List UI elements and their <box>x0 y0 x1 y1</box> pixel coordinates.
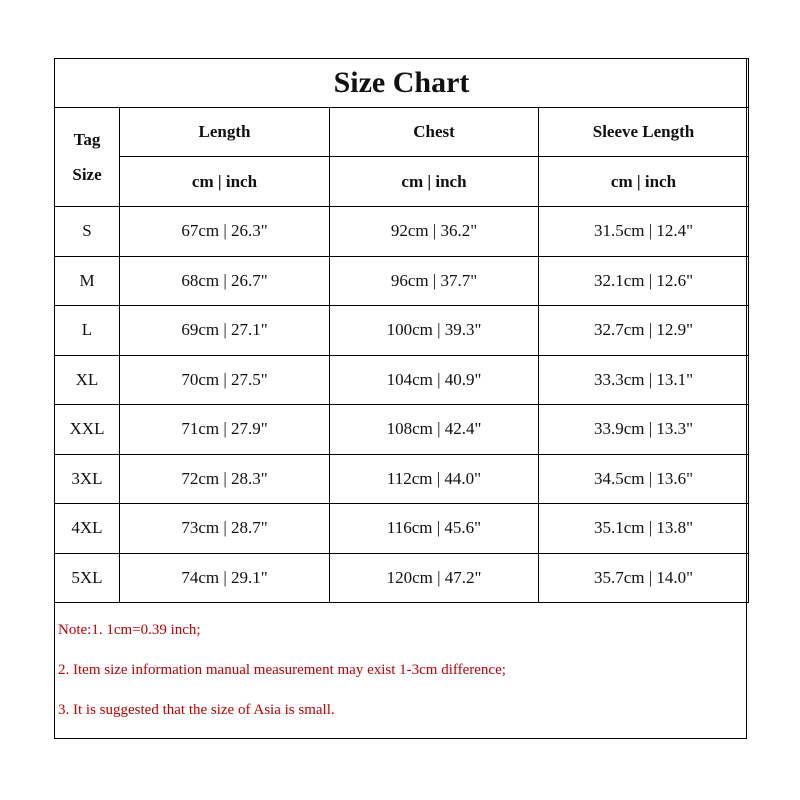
tag-size-header-line2: Size <box>72 165 102 184</box>
sleeve-length-header: Sleeve Length <box>539 108 749 157</box>
size-cell: 5XL <box>55 553 120 603</box>
chest-cell: 104cm | 40.9" <box>330 355 539 405</box>
length-cell: 74cm | 29.1" <box>120 553 330 603</box>
table-row <box>55 256 749 306</box>
sleeve-cell: 33.9cm | 13.3" <box>539 405 749 455</box>
sleeve-cell: 35.7cm | 14.0" <box>539 553 749 603</box>
chest-header: Chest <box>330 108 539 157</box>
table-row <box>55 355 749 405</box>
sleeve-cell: 33.3cm | 13.1" <box>539 355 749 405</box>
chest-cell: 116cm | 45.6" <box>330 504 539 554</box>
size-cell: 4XL <box>55 504 120 554</box>
length-cell: 72cm | 28.3" <box>120 454 330 504</box>
table-row <box>55 504 749 554</box>
sleeve-cell: 31.5cm | 12.4" <box>539 207 749 257</box>
length-cell: 67cm | 26.3" <box>120 207 330 257</box>
size-cell: M <box>55 256 120 306</box>
length-cell: 68cm | 26.7" <box>120 256 330 306</box>
chest-cell: 120cm | 47.2" <box>330 553 539 603</box>
note-line-3: 3. It is suggested that the size of Asia is small. <box>58 702 335 718</box>
length-cell: 73cm | 28.7" <box>120 504 330 554</box>
chest-unit-header: cm | inch <box>330 157 539 207</box>
length-cell: 71cm | 27.9" <box>120 405 330 455</box>
note-line-1: Note:1. 1cm=0.39 inch; <box>58 622 201 638</box>
chest-cell: 100cm | 39.3" <box>330 306 539 356</box>
chest-cell: 112cm | 44.0" <box>330 454 539 504</box>
sleeve-unit-header: cm | inch <box>539 157 749 207</box>
chest-cell: 108cm | 42.4" <box>330 405 539 455</box>
length-cell: 70cm | 27.5" <box>120 355 330 405</box>
size-cell: XXL <box>55 405 120 455</box>
size-cell: 3XL <box>55 454 120 504</box>
table-row <box>55 405 749 455</box>
length-header: Length <box>120 108 330 157</box>
length-cell: 69cm | 27.1" <box>120 306 330 356</box>
size-cell: S <box>55 207 120 257</box>
sleeve-cell: 32.7cm | 12.9" <box>539 306 749 356</box>
page-title: Size Chart <box>55 59 749 108</box>
size-cell: L <box>55 306 120 356</box>
note-line-2: 2. Item size information manual measurement may exist 1-3cm difference; <box>58 662 506 678</box>
length-unit-header: cm | inch <box>120 157 330 207</box>
chest-cell: 92cm | 36.2" <box>330 207 539 257</box>
sleeve-cell: 35.1cm | 13.8" <box>539 504 749 554</box>
table-row <box>55 553 749 603</box>
size-chart-table <box>54 58 749 603</box>
table-row <box>55 454 749 504</box>
sleeve-cell: 34.5cm | 13.6" <box>539 454 749 504</box>
tag-size-header-line1: Tag <box>73 130 101 149</box>
table-row <box>55 207 749 257</box>
size-cell: XL <box>55 355 120 405</box>
table-row <box>55 306 749 356</box>
sleeve-cell: 32.1cm | 12.6" <box>539 256 749 306</box>
chest-cell: 96cm | 37.7" <box>330 256 539 306</box>
tag-size-header <box>55 108 120 207</box>
